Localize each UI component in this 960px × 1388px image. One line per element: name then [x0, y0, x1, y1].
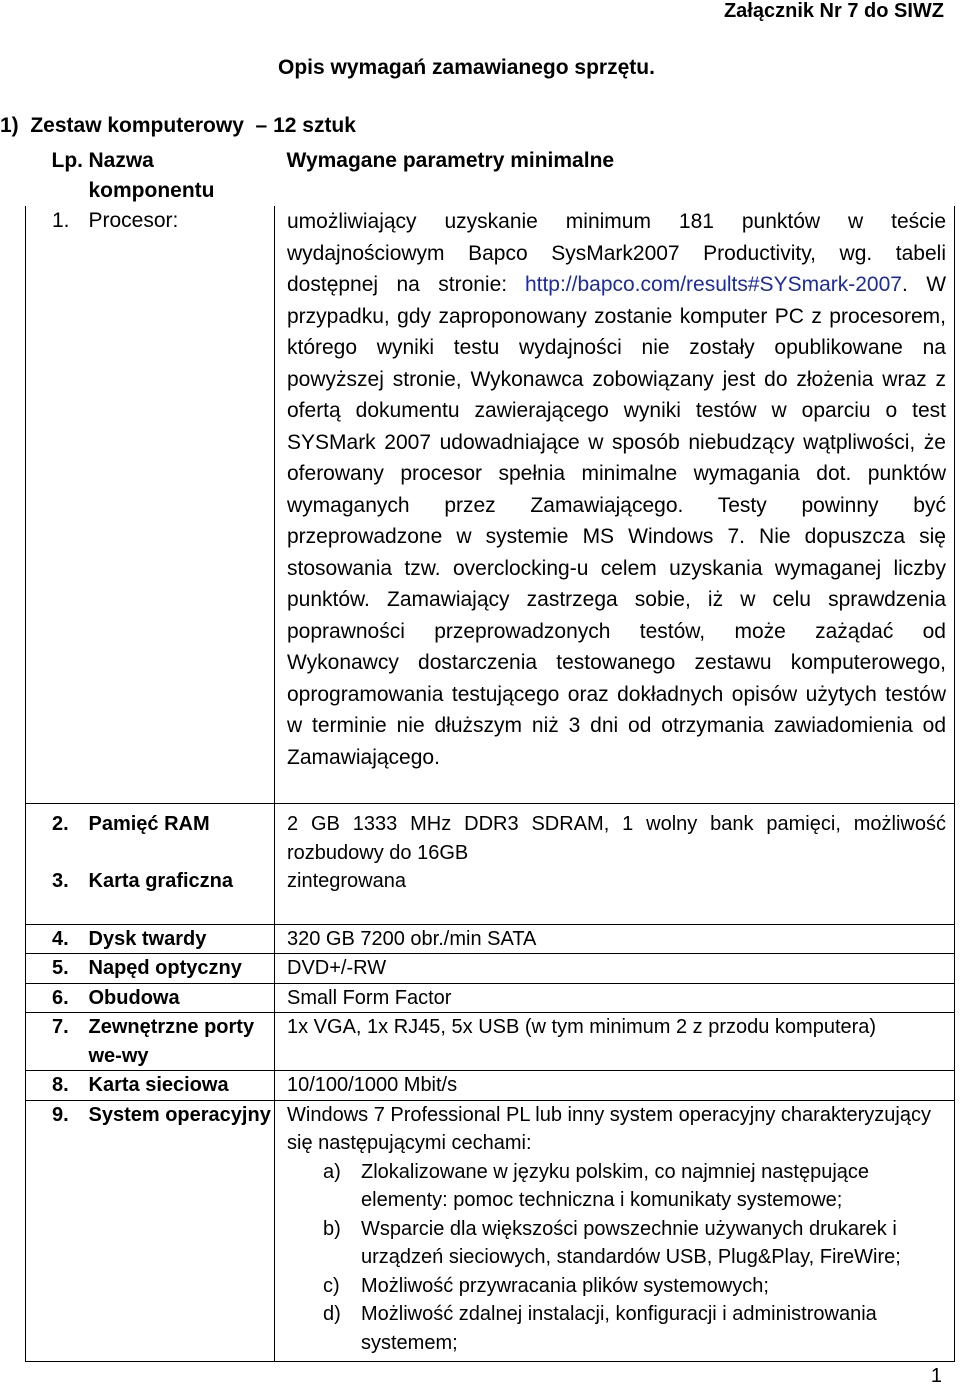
row-value: 10/100/1000 Mbit/s: [275, 1071, 955, 1101]
section-heading: 1) Zestaw komputerowy – 12 sztuk: [0, 114, 356, 137]
list-item: [287, 1215, 946, 1272]
row-name: Obudowa: [70, 983, 275, 1013]
row-number: 5.: [26, 954, 70, 984]
os-intro: Windows 7 Professional PL lub inny system operacyjny charakteryzujący się następującymi cechami:: [287, 1103, 931, 1154]
row-value: Small Form Factor: [275, 983, 955, 1013]
row-value: 2 GB 1333 MHz DDR3 SDRAM, 1 wolny bank pamięci, możliwość rozbudowy do 16GB: [275, 804, 955, 868]
row-value: DVD+/-RW: [275, 954, 955, 984]
table-row: [26, 924, 955, 954]
row-number: 7.: [26, 1013, 70, 1071]
row-name: Procesor:: [70, 206, 275, 804]
page-number: 1: [930, 1365, 942, 1387]
row-value: [275, 206, 955, 804]
list-marker: b): [323, 1217, 341, 1240]
row-value: 320 GB 7200 obr./min SATA: [275, 924, 955, 954]
table-row-processor: [26, 206, 955, 804]
row-number: 9.: [26, 1100, 70, 1362]
row-value: [275, 1100, 955, 1362]
header-parameters: Wymagane parametry minimalne: [286, 149, 615, 172]
row-name: Karta sieciowa: [70, 1071, 275, 1101]
row-number: 1.: [26, 206, 70, 804]
list-item-text: Zlokalizowane w języku polskim, co najmniej następujące elementy: pomoc techniczna i komunikaty systemowe;: [361, 1160, 870, 1211]
row-value: zintegrowana: [275, 867, 955, 924]
list-item-text: Możliwość przywracania plików systemowych;: [361, 1274, 769, 1297]
document-title: Opis wymagań zamawianego sprzętu.: [278, 56, 655, 79]
row-name: Zewnętrzne porty we-wy: [70, 1013, 275, 1071]
table-row: [26, 954, 955, 984]
requirements-table: [25, 146, 955, 1362]
header-lp: Lp.: [51, 149, 83, 172]
row-number: 8.: [26, 1071, 70, 1101]
list-item: [287, 1300, 946, 1357]
list-item: [287, 1272, 946, 1301]
list-marker: c): [323, 1274, 340, 1297]
table-row: [26, 983, 955, 1013]
row-number: 2.: [26, 804, 70, 868]
table-row-os: [26, 1100, 955, 1362]
bapco-results-link[interactable]: http://bapco.com/results#SYSmark-2007: [524, 273, 902, 296]
row-name: Dysk twardy: [70, 924, 275, 954]
row-number: 6.: [26, 983, 70, 1013]
processor-text-part2: . W przypadku, gdy zaproponowany zostanie komputer PC z procesorem, którego wyniki testu wydajności nie zostały opublikowane na powyższej stronie, Wykonawca zobowiązany jest do złożenia wraz z ofertą dokumentu zawierającego wyniki testów w oparciu o test SYSMark 2007 udowadniające w sposób niebudzący wątpliwości, że oferowany procesor spełnia minimalne wymagania dot. punktów wymaganych przez Zamawiającego. Testy powinny być przeprowadzone w systemie MS Windows 7. Nie dopuszcza się stosowania tzw. overclocking-u celem uzyskania wymaganej liczby punktów. Zamawiający zastrzega sobie, iż w celu sprawdzenia poprawności przeprowadzonych testów, może zażądać od Wykonawcy dostarczenia testowanego zestawu komputerowego, oprogramowania testującego oraz dokładnych opisów użytych testów w terminie nie dłuższym niż 3 dni od otrzymania zawiadomienia od Zamawiającego.: [287, 273, 947, 769]
row-number: 4.: [26, 924, 70, 954]
row-number: 3.: [26, 867, 70, 924]
table-header-row: [26, 146, 955, 206]
list-marker: d): [323, 1303, 341, 1325]
processor-text-part1: umożliwiający uzyskanie minimum 181 punktów w teście wydajnościowym Bapco SysMark2007 Productivity, wg. tabeli dostępnej na stronie:: [287, 210, 946, 296]
row-name: Karta graficzna: [70, 867, 275, 924]
row-name: Pamięć RAM: [88, 813, 210, 835]
os-features-list: [287, 1158, 946, 1358]
table-row: [26, 804, 955, 868]
table-row: [26, 1071, 955, 1101]
list-item: [287, 1158, 946, 1215]
row-value: 1x VGA, 1x RJ45, 5x USB (w tym minimum 2 z przodu komputera): [275, 1013, 955, 1071]
table-row: [26, 1013, 955, 1071]
list-item-text: Wsparcie dla większości powszechnie używanych drukarek i urządzeń sieciowych, standardów USB, Plug&Play, FireWire;: [361, 1217, 901, 1268]
row-name: Napęd optyczny: [70, 954, 275, 984]
row-name: System operacyjny: [70, 1100, 275, 1362]
list-item-text: Możliwość zdalnej instalacji, konfiguracji i administrowania systemem;: [361, 1303, 877, 1354]
annex-label: Załącznik Nr 7 do SIWZ: [723, 0, 944, 22]
list-marker: a): [323, 1160, 341, 1183]
table-row: [26, 867, 955, 924]
header-component-name: Nazwa komponentu: [88, 149, 215, 202]
